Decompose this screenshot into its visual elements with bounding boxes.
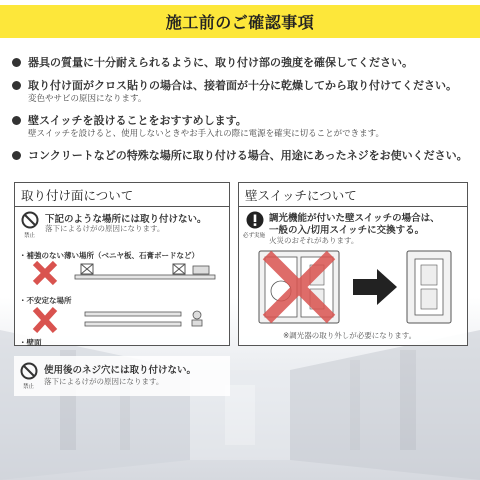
panel-title: 壁スイッチについて — [245, 187, 357, 203]
bullet-dot — [12, 151, 21, 160]
mandatory-label: 必ず実施 — [243, 233, 266, 239]
bullet-dot — [12, 58, 21, 67]
warning-main-text: 下記のような場所には取り付けない。 — [45, 214, 207, 225]
panel-title: 取り付け面について — [21, 187, 134, 203]
switch-line-1: 調光機能が付いた壁スイッチの場合は、 — [269, 213, 440, 224]
prohibit-label: 禁止 — [23, 384, 35, 390]
switch-line-2: 一般の入/切用スイッチに交換する。 — [269, 225, 425, 236]
bullet-dot — [12, 81, 21, 90]
panel-body — [15, 207, 229, 345]
switch-replacement-diagram — [245, 249, 461, 325]
screw-warning-sub: 落下によるけがの原因になります。 — [44, 377, 164, 386]
note-item — [12, 55, 474, 70]
note-item — [12, 148, 474, 163]
mounting-surface-panel — [14, 182, 230, 346]
corridor-background — [0, 330, 480, 480]
case-wall-label: ・壁面 — [19, 338, 42, 347]
page-title: 施工前のご確認事項 — [165, 13, 315, 32]
note-main-text: 器具の質量に十分耐えられるように、取り付け部の強度を確保してください。 — [28, 56, 413, 69]
prohibit-label: 禁止 — [24, 233, 36, 239]
case-thin-surface-label: ・補強のない薄い場所（ベニヤ板、石膏ボードなど） — [19, 251, 199, 260]
header-banner — [0, 5, 480, 38]
note-main-text: コンクリートなどの特殊な場所に取り付ける場合、用途にあったネジをお使いください。 — [28, 149, 468, 162]
arrow-right-icon — [353, 269, 397, 305]
panel-body — [239, 207, 467, 345]
prohibit-icon — [20, 362, 38, 380]
unstable-surface-diagram — [21, 306, 221, 336]
note-item — [12, 78, 474, 105]
cross-icon — [35, 263, 55, 283]
switch-note-text: ※調光器の取り外しが必要になります。 — [283, 331, 417, 340]
note-sub-text: 変色やサビの原因になります。 — [28, 94, 147, 104]
note-main-text: 壁スイッチを設けることをおすすめします。 — [28, 114, 247, 127]
cross-icon — [35, 309, 55, 331]
note-main-text: 取り付け面がクロス貼りの場合は、接着面が十分に乾燥してから取り付けてください。 — [28, 79, 457, 92]
screw-warning-main: 使用後のネジ穴には取り付けない。 — [44, 365, 197, 376]
panel-header — [239, 183, 467, 207]
wall-switch-panel — [238, 182, 468, 346]
screw-hole-warning — [14, 356, 230, 396]
prohibit-icon — [21, 211, 39, 229]
thin-surface-diagram — [21, 261, 221, 287]
note-sub-text: 壁スイッチを設けると、使用しないときやお手入れの際に電源を確実に切ることができます。 — [28, 129, 384, 139]
bullet-dot — [12, 116, 21, 125]
note-item — [12, 113, 474, 140]
warning-sub-text: 落下によるけがの原因になります。 — [45, 224, 165, 233]
mandatory-icon — [246, 211, 264, 229]
notes-list — [12, 55, 474, 169]
case-unstable-label: ・不安定な場所 — [19, 296, 72, 305]
switch-sub-text: 火災のおそれがあります。 — [269, 236, 359, 245]
panel-header — [15, 183, 229, 207]
